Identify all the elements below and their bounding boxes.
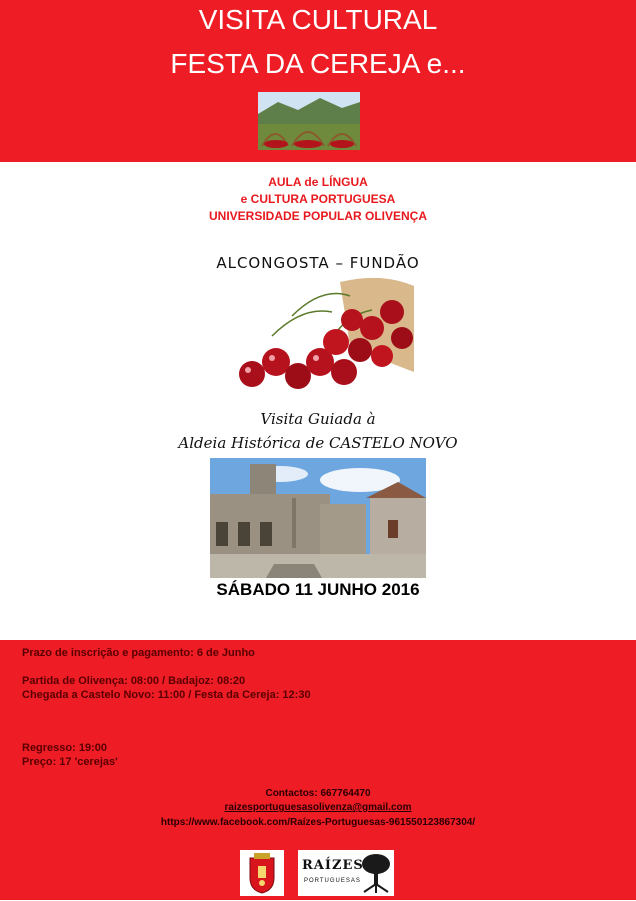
contact-phone: Contactos: 667764470 [265, 788, 371, 799]
organizer-line-3: UNIVERSIDADE POPULAR OLIVENÇA [208, 209, 428, 223]
organizer-line-1: AULA de LÍNGUA [268, 175, 368, 189]
guided-visit-line-2: Aldeia Histórica de CASTELO NOVO [178, 434, 458, 452]
raizes-portuguesas-logo [298, 850, 394, 896]
title-line-2: FESTA DA CEREJA e... [170, 48, 466, 79]
departure-times: Partida de Olivença: 08:00 / Badajoz: 08:20 [22, 675, 246, 687]
cherries-photo [232, 276, 416, 392]
registration-deadline: Prazo de inscrição e pagamento: 6 de Junho [22, 647, 255, 659]
organizer-line-2: e CULTURA PORTUGUESA [240, 192, 396, 206]
contact-email-link[interactable]: raizesportuguesasolivenza@gmail.com [224, 802, 412, 813]
raizes-logo-subtitle: PORTUGUESAS [304, 878, 361, 884]
arrival-times: Chegada a Castelo Novo: 11:00 / Festa da Cereja: 12:30 [22, 689, 311, 701]
cherry-festival-photo [258, 92, 360, 150]
coat-of-arms-icon [240, 850, 284, 896]
castelo-novo-photo [210, 458, 426, 578]
return-time: Regresso: 19:00 [22, 742, 107, 754]
raizes-logo-word: RAÍZES [302, 858, 364, 873]
price: Preço: 17 'cerejas' [22, 756, 118, 768]
event-date: SÁBADO 11 JUNHO 2016 [216, 580, 420, 599]
tree-icon [360, 852, 392, 894]
place-heading: ALCONGOSTA – FUNDÃO [216, 254, 420, 272]
facebook-link[interactable]: https://www.facebook.com/Raízes-Portuguesas-961550123867304/ [160, 817, 476, 828]
municipal-coat-of-arms-logo [240, 850, 284, 896]
title-line-1: VISITA CULTURAL [198, 4, 438, 35]
guided-visit-line-1: Visita Guiada à [260, 410, 376, 428]
